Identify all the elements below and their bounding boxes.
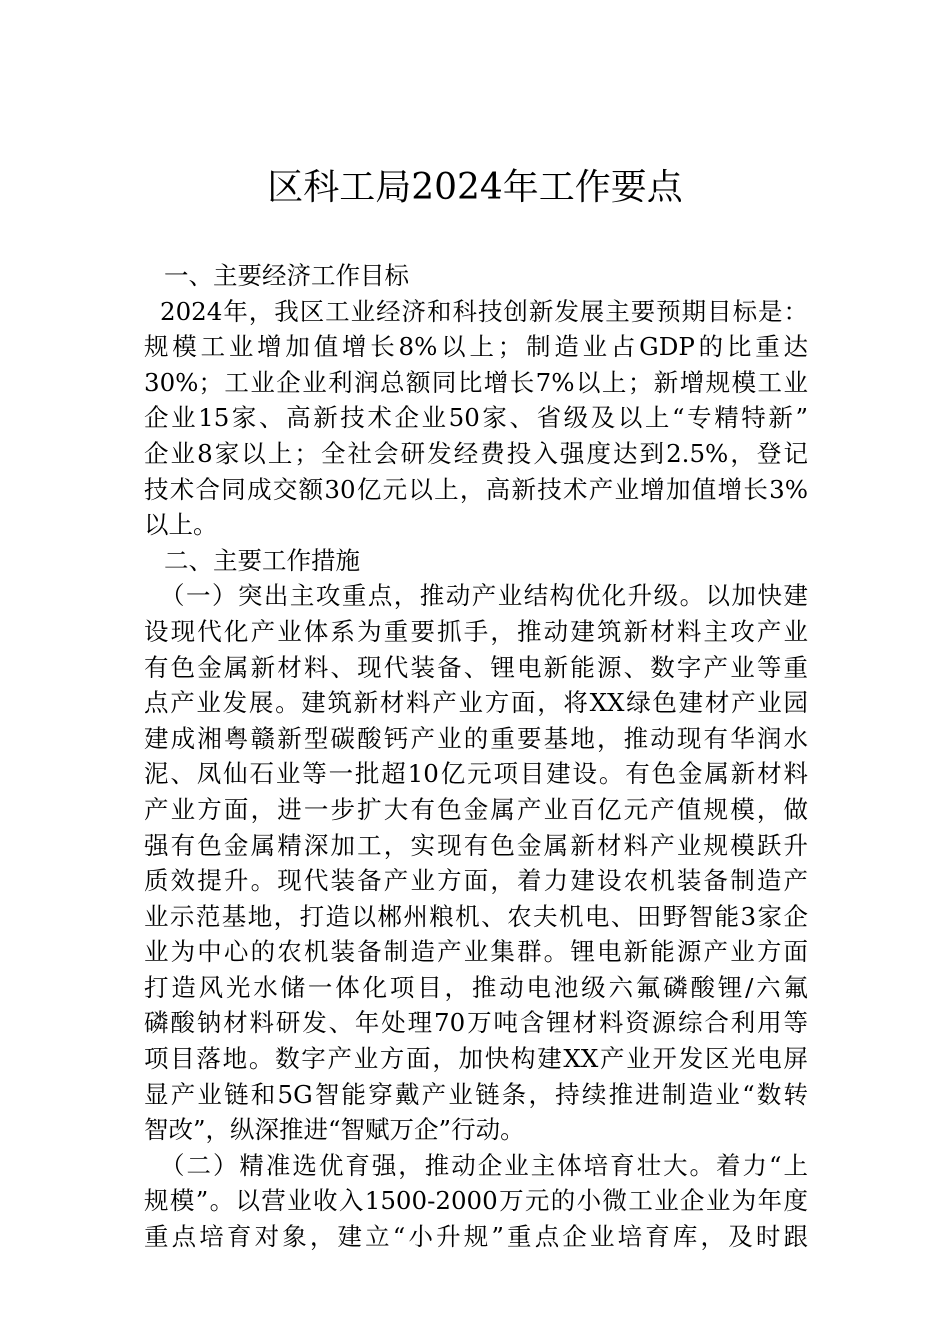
paragraph-line: 强有色金属精深加工，实现有色金属新材料产业规模跃升 [144, 830, 808, 860]
section-heading: 二、主要工作措施 [164, 545, 360, 575]
paragraph-line: 智改”，纵深推进“智赋万企”行动。 [144, 1115, 525, 1145]
paragraph-line: 规模工业增加值增长8%以上；制造业占GDP的比重达 [144, 332, 808, 362]
paragraph-line: 点产业发展。建筑新材料产业方面，将XX绿色建材产业园 [144, 688, 808, 718]
paragraph-line: 30%；工业企业利润总额同比增长7%以上；新增规模工业 [144, 367, 808, 397]
paragraph-line: 质效提升。现代装备产业方面，着力建设农机装备制造产 [144, 866, 808, 896]
paragraph-line: （二）精准选优育强，推动企业主体培育壮大。着力“上 [160, 1150, 808, 1180]
paragraph-line: 以上。 [144, 510, 218, 540]
paragraph-line: 磷酸钠材料研发、年处理70万吨含锂材料资源综合利用等 [144, 1008, 808, 1038]
document-title: 区科工局2024年工作要点 [267, 167, 683, 208]
paragraph-line: 规模”。以营业收入1500-2000万元的小微工业企业为年度 [144, 1186, 808, 1216]
paragraph-line: 设现代化产业体系为重要抓手，推动建筑新材料主攻产业 [144, 616, 808, 646]
paragraph-line: 2024年，我区工业经济和科技创新发展主要预期目标是： [160, 296, 808, 326]
section-heading: 一、主要经济工作目标 [164, 261, 409, 290]
paragraph-line: 业示范基地，打造以郴州粮机、农夫机电、田野智能3家企 [144, 901, 808, 931]
paragraph-line: 企业15家、高新技术企业50家、省级及以上“专精特新” [144, 403, 808, 433]
paragraph-line: 重点培育对象，建立“小升规”重点企业培育库，及时跟 [144, 1222, 808, 1252]
paragraph-line: 项目落地。数字产业方面，加快构建XX产业开发区光电屏 [144, 1044, 808, 1074]
paragraph-line: 技术合同成交额30亿元以上，高新技术产业增加值增长3% [144, 474, 808, 504]
paragraph-line: 业为中心的农机装备制造产业集群。锂电新能源产业方面 [144, 937, 808, 967]
paragraph-line: 产业方面，进一步扩大有色金属产业百亿元产值规模，做 [144, 794, 808, 824]
paragraph-line: 显产业链和5G智能穿戴产业链条，持续推进制造业“数转 [144, 1079, 808, 1109]
document-body [144, 258, 808, 1255]
paragraph-line: 建成湘粤赣新型碳酸钙产业的重要基地，推动现有华润水 [144, 723, 808, 753]
paragraph-line: 有色金属新材料、现代装备、锂电新能源、数字产业等重 [144, 652, 808, 682]
paragraph-line: 企业8家以上；全社会研发经费投入强度达到2.5%，登记 [144, 438, 808, 468]
paragraph-line: （一）突出主攻重点，推动产业结构优化升级。以加快建 [160, 581, 808, 611]
paragraph-line: 打造风光水储一体化项目，推动电池级六氟磷酸锂/六氟 [144, 972, 808, 1002]
paragraph-line: 泥、凤仙石业等一批超10亿元项目建设。有色金属新材料 [144, 759, 808, 789]
